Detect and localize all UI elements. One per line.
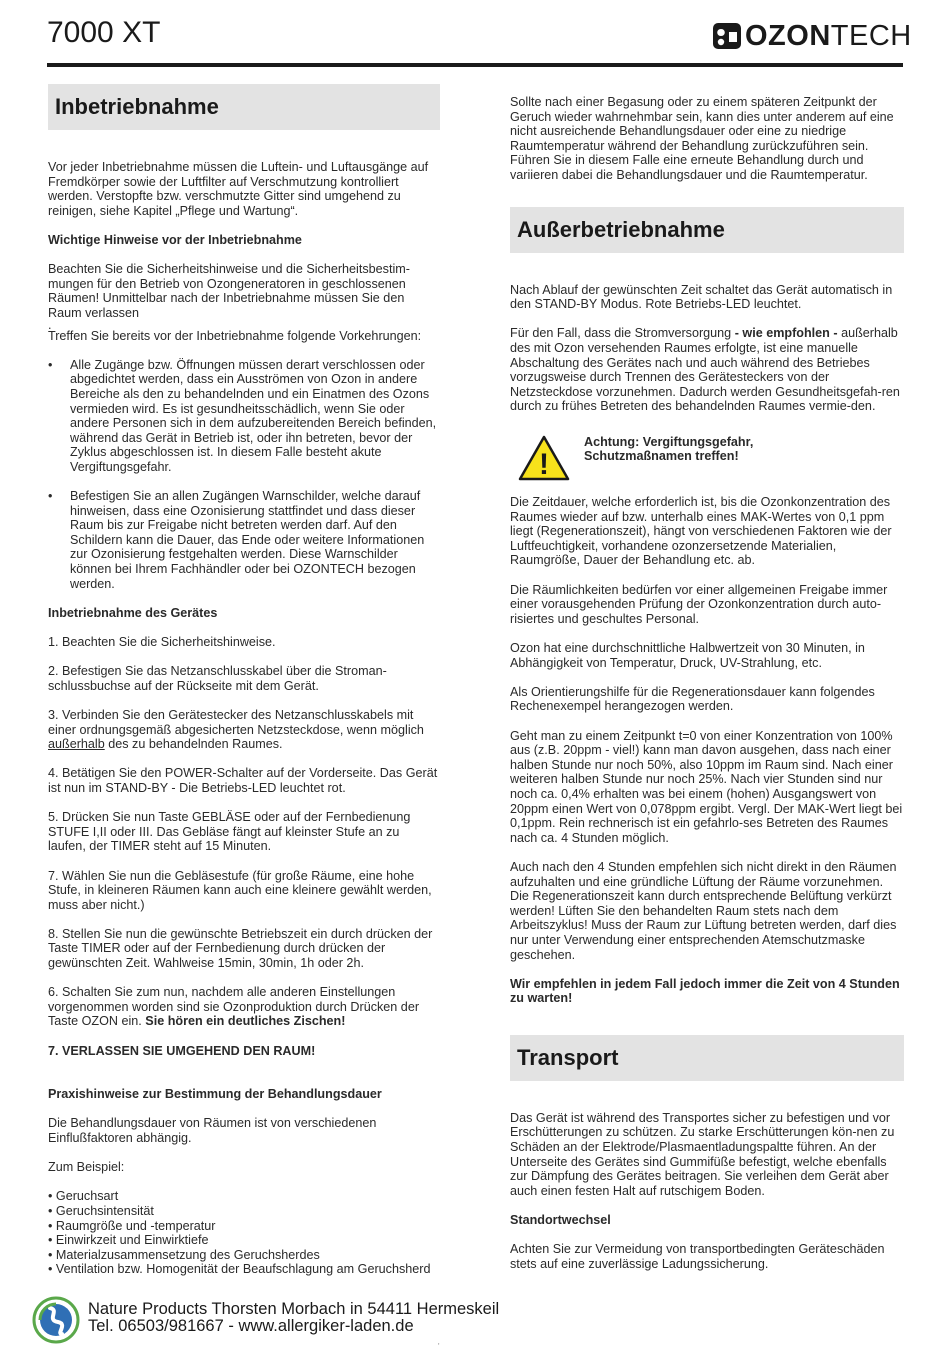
halflife-paragraph: Ozon hat eine durchschnittliche Halbwertzeit von 30 Minuten, in Abhängigkeit von Temperatur, Druck, UV-Strahlung, etc. — [510, 641, 865, 670]
list-item: • Geruchsintensität — [48, 1203, 154, 1218]
step-4: 4. Betätigen Sie den POWER-Schalter auf der Vorderseite. Das Gerät ist nun im STAND-BY - Die Betriebs-LED leuchtet rot. — [48, 766, 438, 795]
ozontech-wordmark: OZONTECH — [745, 19, 912, 52]
example-label: Zum Beispiel: — [48, 1160, 125, 1175]
list-item: • Ventilation bzw. Homogenität der Beaufschlagung am Geruchsherd — [48, 1262, 431, 1277]
left-column — [48, 84, 440, 1277]
document-title: 7000 XT — [47, 16, 161, 49]
step-7-fan: 7. Wählen Sie nun die Gebläsestufe (für große Räume, eine hohe Stufe, in kleineren Räumen kann auch eine kleinere gewählt werden, muss aber nicht.) — [48, 868, 432, 912]
continuation-paragraph: Sollte nach einer Begasung oder zu einem späteren Zeitpunkt der Geruch wieder wahrnehmbar sein, kann dies unter anderem auf eine nicht ausreichende Behandlungsdauer oder eine zu niedrige Raumtemperatur während der Behandlung zurückzuführen sein. Führen Sie in diesem Falle eine erneute Behandlung durch und variieren dabei die Behandlungsdauer und die Raumtemperatur. — [510, 95, 894, 182]
factors-list — [48, 1189, 440, 1277]
step-3: 3. Verbinden Sie den Gerätestecker des Netzanschlusskabels mit einer ordnungsgemäß abgesicherten Netzsteckdose, wenn möglich außerhalb des zu behandelnden Raumes. — [48, 707, 424, 752]
step-7-leave-room: 7. VERLASSEN SIE UMGEHEND DEN RAUM! — [48, 1043, 316, 1058]
step-8: 8. Stellen Sie nun die gewünschte Betriebszeit ein durch drücken der Taste TIMER oder auf der Fernbedienung durch drücken der gewünschten Zeit. Wahlweise 15min, 30min, 1h oder 2h. — [48, 926, 433, 971]
power-paragraph: Für den Fall, dass die Stromversorgung - wie empfohlen - außerhalb des mit Ozon versehenden Raumes erfolgte, ist eine manuelle Abschaltung des Gerätes nach und auch während des Betriebes vorzugsweise durch Trennen des Gerätesteckers von der Netzsteckdose vorzunehmen. Dadurch werden Gesundheitsgefah-ren durch zu frühes Betreten des behandelnden Raumes vermie-den. — [510, 326, 900, 414]
bullet-marker: • — [48, 357, 53, 372]
underlined-ausserhalb: außerhalb — [48, 737, 105, 752]
transport-paragraph: Das Gerät ist während des Transportes sicher zu befestigen und vor Erschütterungen zu schützen. Zu starke Erschütterungen kön-nen zu Schäden an der Elektrode/Plasmaentladungspaltte führen. An der Unterseite des Gerätes sind Gummifüße befestigt, welche ebenfalls zur Dämpfung des Gerätes beitragen. Sie verleihen dem Gerät aber auch einen festen Halt auf rutschigem Boden. — [510, 1110, 895, 1198]
list-item: • Geruchsart — [48, 1189, 119, 1204]
safety-paragraph: Beachten Sie die Sicherheitshinweise und die Sicherheitsbestim-mungen für den Betrieb von Ozongeneratoren in geschlossenen Räumen! Unmittelbar nach der Inbetriebnahme müssen Sie den Raum verlassen — [48, 262, 410, 320]
load-securing-paragraph: Achten Sie zur Vermeidung von transportbedingten Geräteschäden stets auf eine zuverlässige Ladungssicherung. — [510, 1242, 885, 1271]
heading-inbetriebnahme: Inbetriebnahme — [48, 84, 440, 130]
calculation-paragraph: Geht man zu einem Zeitpunkt t=0 von einer Konzentration von 100% aus (z.B. 20ppm - viel!) kann man davon ausgehen, dass nach einer halben Stunde nur noch 50%, also 10ppm im Raum sind. Nach einer weiteren halben Stunde nur noch 25%. Nach vier Stunden sind nur noch ca. 0,4% erhalten was bei einem (hohen) Ausgangswert von 20ppm einen Wert von 0,078ppm ergibt. Vergl. Der MAK-Wert liegt bei 0,1ppm. Rein rechnerisch ist ein gefahrlo-ses Betreten des Raumes nach ca. 4 Stunden möglich. — [510, 728, 903, 845]
list-item — [48, 358, 440, 475]
heading-transport: Transport — [510, 1035, 904, 1081]
bullet-marker: • — [48, 489, 53, 504]
footer-address: Nature Products Thorsten Morbach in 54411 Hermeskeil — [88, 1300, 500, 1318]
intro-paragraph: Vor jeder Inbetriebnahme müssen die Luftein- und Luftausgänge auf Fremdkörper sowie der Luftfilter auf Verschmutzung kontrolliert werden. Verstopfte bzw. verschmutzte Gitter sind umgehend zu reinigen, siehe Kapitel „Pflege und Wartung“. — [48, 160, 429, 218]
ozontech-logo-icon — [712, 22, 742, 50]
regeneration-paragraph: Die Zeitdauer, welche erforderlich ist, bis die Ozonkonzentration des Raumes wieder auf bzw. unterhalb eines MAK-Wertes von 0,1 ppm liegt (Regenerationszeit), hängt von verschiedenen Faktoren wie der Luftfeuchtigkeit, vorhandene ozonzersetzende Materialien, Raumgröße, Dauer der Behandlung etc. ab. — [510, 495, 892, 568]
footer-contact — [88, 1301, 499, 1335]
list-item: • Raumgröße und -temperatur — [48, 1218, 216, 1233]
nature-products-logo-icon — [32, 1296, 80, 1344]
right-column — [510, 95, 904, 1286]
ventilation-paragraph: Auch nach den 4 Stunden empfehlen sich nicht direkt in den Räumen aufzuhalten und eine gründliche Lüftung der Räume vorzunehmen. Die Regenerationszeit kann durch entsprechende Belüftung verkürzt werden! Lüften Sie den behandelten Raum stets nach dem Arbeitszyklus! Muss der Raum zur Lüftung betreten werden, darf dies nur unter Verwendung einer entsprechenden Atemschutzmaske geschehen. — [510, 859, 897, 962]
step-6: 6. Schalten Sie zum nun, nachdem alle anderen Einstellungen vorgenommen worden sind sie Ozonproduktion durch Drücken der Taste OZON ein. Sie hören ein deutliches Zischen! — [48, 985, 420, 1029]
svg-text:!: ! — [539, 447, 549, 481]
page-mark: ' — [438, 1342, 440, 1351]
bullet-text: Befestigen Sie an allen Zugängen Warnschilder, welche darauf hinweisen, dass eine Ozonisierung stattfindet und dass dieser Raum bis zur Freigabe nicht betreten werden darf. Auf den Schildern kann die Dauer, das Ende oder weitere Informationen zur Ozonisierung festgehalten werden. Diese Warnschilder können bei Ihrem Fachhändler oder bei OZONTECH bezogen werden. — [70, 489, 425, 591]
factors-intro: Die Behandlungsdauer von Räumen ist von verschiedenen Einflußfaktoren abhängig. — [48, 1116, 377, 1145]
orientation-paragraph: Als Orientierungshilfe für die Regenerationsdauer kann folgendes Rechenexempel herangezogen werden. — [510, 684, 875, 714]
list-item: • Einwirkzeit und Einwirktiefe — [48, 1233, 209, 1248]
heading-ausserbetriebnahme: Außerbetriebnahme — [510, 207, 904, 253]
ozontech-logo — [712, 20, 912, 52]
warning-triangle-icon — [518, 435, 570, 481]
header-rule — [47, 63, 903, 67]
subheading-standortwechsel: Standortwechsel — [510, 1213, 611, 1228]
subheading-inbetriebnahme-geraet: Inbetriebnahme des Gerätes — [48, 605, 218, 620]
step-1: 1. Beachten Sie die Sicherheitshinweise. — [48, 635, 276, 649]
subheading-praxishinweise: Praxishinweise zur Bestimmung der Behandlungsdauer — [48, 1087, 382, 1102]
subheading-wichtige-hinweise: Wichtige Hinweise vor der Inbetriebnahme — [48, 232, 302, 247]
list-item — [48, 489, 440, 591]
bullet-text: Alle Zugänge bzw. Öffnungen müssen derart verschlossen oder abgedichtet werden, dass ein Ausströmen von Ozon in andere Bereiche als den zu behandelnden und ein Einatmen des Ozons vermieden wird. Es ist gesundheitsschädlich, wenn Sie oder andere Personen sich in dem aufzubereitenden Bereich befinden, während das Gerät in Betrieb ist, oder ihn betreten, bevor der Zyklus abgeschlossen ist. In diesem Falle besteht akute Vergiftungsgefahr. — [70, 357, 437, 474]
stray-dot: . — [48, 317, 52, 332]
list-item: • Materialzusammensetzung des Geruchsherdes — [48, 1247, 320, 1262]
standby-paragraph: Nach Ablauf der gewünschten Zeit schaltet das Gerät automatisch in den STAND-BY Modus. Rote Betriebs-LED leuchtet. — [510, 282, 893, 312]
step-2: 2. Befestigen Sie das Netzanschlusskabel über die Stroman-schlussbuchse auf der Rückseite mit dem Gerät. — [48, 664, 387, 693]
recommendation-paragraph: Wir empfehlen in jedem Fall jedoch immer die Zeit von 4 Stunden zu warten! — [510, 976, 900, 1006]
preparations-intro: Treffen Sie bereits vor der Inbetriebnahme folgende Vorkehrungen: — [48, 328, 422, 343]
step-5: 5. Drücken Sie nun Taste GEBLÄSE oder auf der Fernbedienung STUFE I,II oder III. Das Gebläse fängt auf kleinster Stufe an zu laufen, der TIMER steht auf 15 Minuten. — [48, 810, 411, 854]
warning-text: Achtung: Vergiftungsgefahr, Schutzmaßnamen treffen! — [584, 434, 754, 464]
poison-warning — [510, 429, 904, 481]
footer — [32, 1296, 499, 1344]
footer-phone-web: Tel. 06503/981667 - www.allergiker-laden.de — [88, 1317, 414, 1335]
release-paragraph: Die Räumlichkeiten bedürfen vor einer allgemeinen Freigabe immer einer vorausgehenden Prüfung der Ozonkonzentration durch auto-risiertes und geschultes Personal. — [510, 582, 888, 626]
